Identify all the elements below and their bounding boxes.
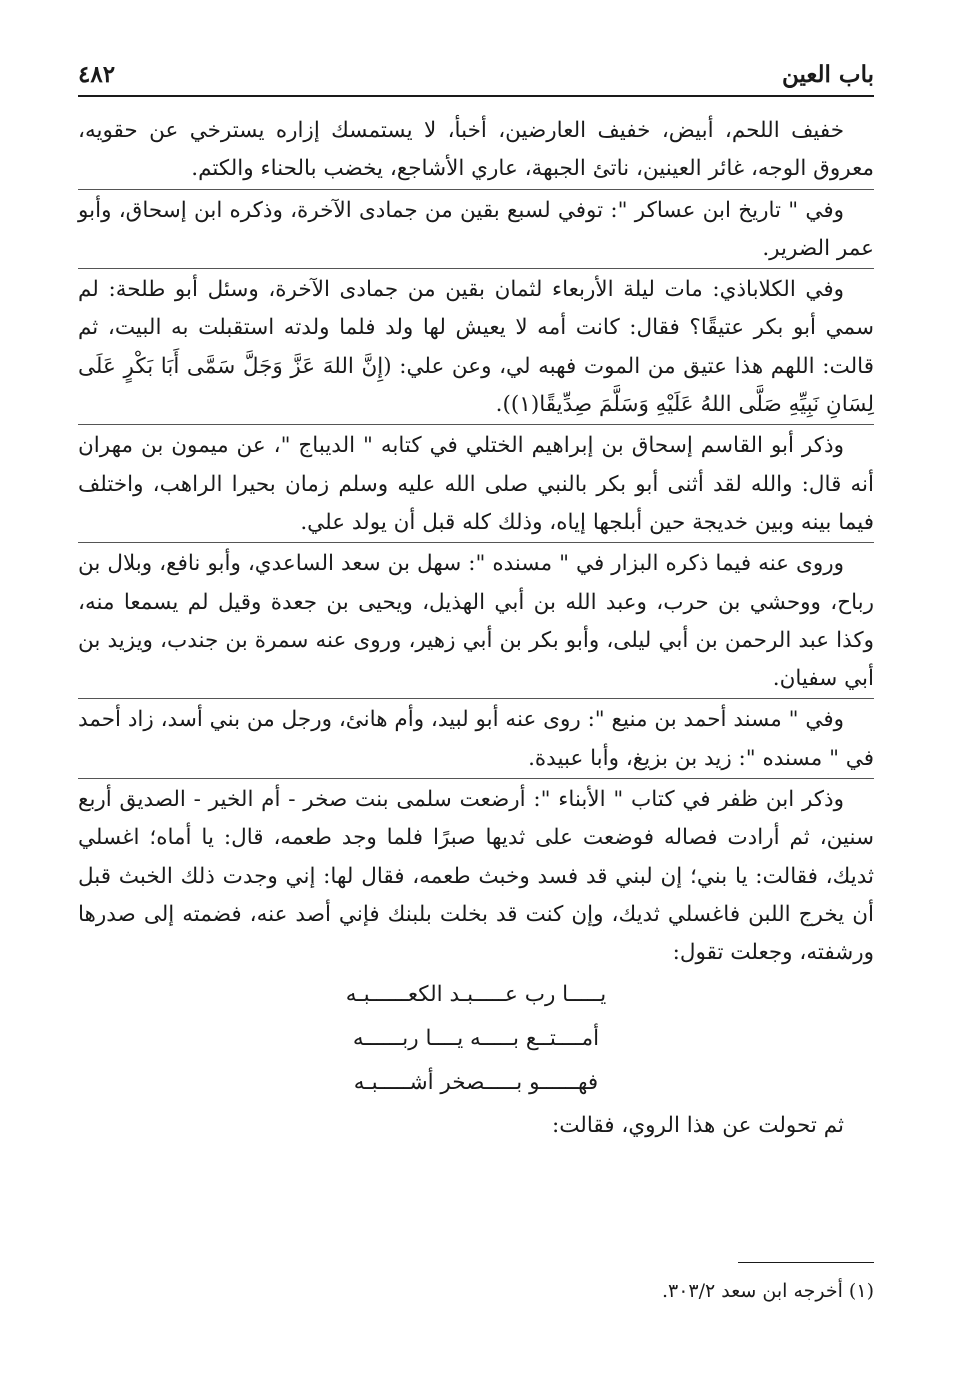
paragraph-separator bbox=[78, 778, 874, 779]
paragraph-separator bbox=[78, 268, 874, 269]
paragraph-separator bbox=[78, 542, 874, 543]
paragraph-1: خفيف اللحم، أبيض، خفيف العارضين، أخبأ، لا يستمسك إزاره يسترخي عن حقويه، معروق الوجه، غائر العينين، ناتئ الجبهة، عاري الأشاجع، يخضب بالحناء والكتم. bbox=[78, 118, 874, 182]
paragraph-separator bbox=[78, 189, 874, 190]
paragraph-separator bbox=[78, 424, 874, 425]
paragraph-separator bbox=[78, 698, 874, 699]
poem-verse bbox=[278, 973, 674, 1105]
paragraph-2: وفي " تاريخ ابن عساكر ": توفي لسبع بقين من جمادى الآخرة، وذكره ابن إسحاق، وأبو عمر الضرير. bbox=[78, 197, 874, 261]
paragraph-3: وفي الكلاباذي: مات ليلة الأربعاء لثمان بقين من جمادى الآخرة، وسئل أبو طلحة: لم سمي أبو بكر عتيقًا؟ فقال: كانت أمه لا يعيش لها ولد فلما ولدته استقبلت به البيت، ثم قالت: اللهم هذا عتيق من الموت فهبه لي، وعن علي: (إِنَّ اللهَ عَزَّ وَجَلَّ سَمَّى أَبَا بَكْرٍ عَلَى لِسَانِ نَبِيِّهِ صَلَّى اللهُ عَلَيْهِ وَسَلَّمَ صِدِّيقًا(١)). bbox=[78, 277, 874, 418]
page-header bbox=[78, 50, 874, 94]
chapter-title: باب العين bbox=[781, 61, 874, 88]
closing-line: ثم تحولت عن هذا الروي، فقالت: bbox=[551, 1112, 844, 1138]
main-text bbox=[78, 112, 874, 1145]
verse-line: أمــــتــع بـــــه يــــا ربــــــه bbox=[352, 1025, 600, 1051]
paragraph-7: وذكر ابن ظفر في كتاب " الأبناء ": أرضعت سلمى بنت صخر - أم الخير - الصديق أربع سنين، ثم أرادت فصاله فوضعت على ثديها صبرًا فلما وجد طعمه، قال: يا أماه؛ اغسلي ثديك، فقالت: يا بني؛ إن لبني قد فسد وخبث طعمه، فقال لها: إني وجدت ذلك الخبث قبل أن يخرج اللبن فاغسلي ثديك، وإن كنت قد بخلت بلبنك فإني أصد عنه، فضمته إلى صدرها ورشفته، وجعلت تقول: bbox=[78, 787, 874, 966]
page-number: ٤٨٢ bbox=[78, 61, 116, 88]
header-rule bbox=[78, 95, 874, 97]
paragraph-4: وذكر أبو القاسم إسحاق بن إبراهيم الختلي في كتابه " الديباج "، عن ميمون بن مهران أنه قال: والله لقد أثنى أبو بكر بالنبي صلى الله عليه وسلم زمان بحيرا الراهب، واختلف فيما بينه وبين خديجة حين أبلجها إياه، وذلك كله قبل أن يولد علي. bbox=[78, 433, 874, 535]
verse-line: فهــــــو بـــــصخر أشـــــبـه bbox=[353, 1069, 599, 1095]
footnote-rule bbox=[738, 1262, 874, 1263]
paragraph-6: وفي " مسند أحمد بن منيع ": روى عنه أبو لبيد، وأم هانئ، ورجل من بني أسد، زاد أحمد في " مسنده ": زيد بن بزيغ، وأبا عبيدة. bbox=[78, 707, 874, 771]
footnote: (١) أخرجه ابن سعد ٣٠٣/٢. bbox=[661, 1280, 874, 1302]
verse-line: يـــــا رب عـــــبـد الكعــــــبـه bbox=[345, 981, 607, 1007]
paragraph-5: وروى عنه فيما ذكره البزار في " مسنده ": سهل بن سعد الساعدي، وأبو نافع، وبلال بن رباح، ووحشي بن حرب، وعبد الله بن أبي الهذيل، ويحيى بن جعدة وقيل لم يسمعا منه، وكذا عبد الرحمن بن أبي ليلى، وأبو بكر بن أبي زهير، وروى عنه سمرة بن جندب، ويزيد بن أبي سفيان. bbox=[78, 551, 874, 692]
